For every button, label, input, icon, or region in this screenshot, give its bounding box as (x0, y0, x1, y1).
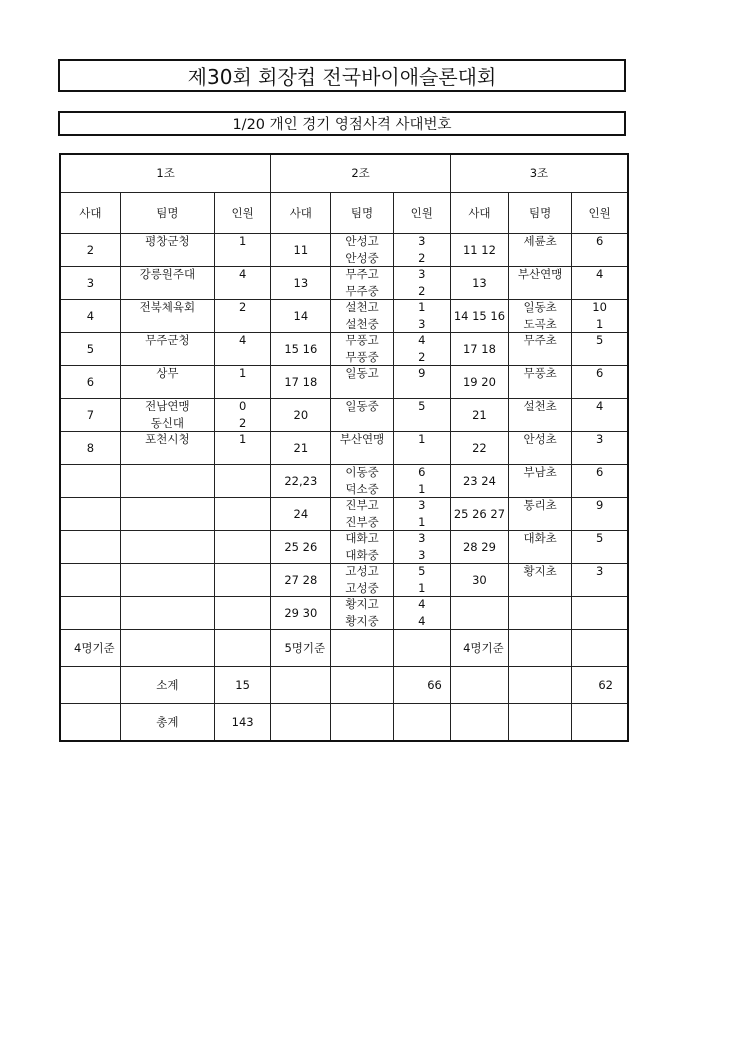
count-cell (215, 564, 271, 597)
group-header-row (60, 154, 628, 193)
count-cell (572, 333, 628, 366)
team-cell (509, 333, 572, 366)
lane-number: 13 (472, 275, 487, 290)
column-header-team: 팀명 (509, 193, 572, 234)
team-cell (120, 597, 214, 630)
team-count: 2 (418, 284, 426, 298)
team-name: 평창군청 (145, 234, 190, 248)
lane-cell (60, 300, 120, 333)
team-name: 부산연맹 (339, 432, 385, 446)
count-cell (572, 300, 628, 333)
team-cell (509, 234, 572, 267)
lane-number: 17 18 (284, 374, 318, 389)
team-name: 무풍고 (345, 333, 379, 347)
subtotal-row (60, 667, 628, 704)
team-count: 3 (418, 234, 426, 248)
lane-number: 29 30 (284, 605, 318, 620)
team-name: 전북체육회 (139, 300, 196, 314)
count-cell (215, 432, 271, 465)
team-cell (331, 498, 393, 531)
count-cell (572, 465, 628, 498)
count-cell (572, 399, 628, 432)
team-count: 0 (238, 399, 247, 413)
team-name: 대화고 (345, 531, 379, 545)
team-count: 1 (418, 432, 426, 446)
count-cell (393, 597, 450, 630)
team-cell (331, 366, 393, 399)
team-count: 1 (595, 317, 604, 331)
table-row (60, 564, 628, 597)
total-row (60, 704, 628, 742)
lane-number: 24 (293, 506, 309, 521)
team-count: 1 (238, 432, 247, 446)
team-cell (120, 399, 214, 432)
team-name: 안성고 (345, 234, 379, 248)
criteria-text: 4명기준 (463, 640, 504, 655)
team-count: 1 (418, 515, 426, 529)
count-cell (572, 432, 628, 465)
team-name: 황지초 (523, 564, 557, 578)
team-name: 무주고 (345, 267, 379, 281)
lane-number: 28 29 (462, 539, 496, 554)
team-count: 1 (418, 581, 426, 595)
count-cell (393, 234, 450, 267)
lane-cell (450, 465, 508, 498)
team-count: 3 (418, 267, 426, 281)
team-cell (509, 498, 572, 531)
team-name: 이동중 (345, 465, 379, 479)
team-name: 대화중 (345, 548, 379, 562)
lane-number: 15 16 (284, 341, 318, 356)
subtotal-g3: 62 (572, 667, 628, 704)
team-cell (120, 267, 214, 300)
team-cell (331, 267, 393, 300)
team-count: 2 (238, 416, 247, 430)
subtotal-g2: 66 (393, 667, 450, 704)
team-cell (509, 300, 572, 333)
criteria-text: 4명기준 (74, 640, 115, 655)
lane-cell (60, 432, 120, 465)
count-cell (393, 531, 450, 564)
lane-number: 3 (86, 275, 95, 290)
team-count: 4 (418, 333, 426, 347)
team-cell (331, 465, 393, 498)
team-count: 3 (595, 432, 604, 446)
team-name: 황지중 (345, 614, 379, 628)
column-header-row (60, 193, 628, 234)
column-header-count: 인원 (393, 193, 450, 234)
team-cell (509, 597, 572, 630)
count-cell (393, 432, 450, 465)
lane-number: 17 18 (462, 341, 496, 356)
team-name: 고성중 (345, 581, 379, 595)
count-cell (393, 366, 450, 399)
count-cell (215, 399, 271, 432)
lane-number: 6 (86, 374, 95, 389)
team-name: 고성고 (345, 564, 379, 578)
team-cell (331, 564, 393, 597)
lane-number: 5 (86, 341, 95, 356)
team-name: 세륜초 (523, 234, 557, 248)
table-row (60, 432, 628, 465)
team-name: 무주군청 (145, 333, 190, 347)
team-name: 설천고 (345, 300, 379, 314)
table-row (60, 465, 628, 498)
lane-cell (271, 498, 331, 531)
team-cell (331, 300, 393, 333)
team-count: 1 (418, 300, 426, 314)
count-cell (572, 564, 628, 597)
team-name: 대화초 (523, 531, 557, 545)
lane-cell (450, 333, 508, 366)
lane-number: 22 (472, 440, 487, 455)
table-row (60, 498, 628, 531)
lane-cell (450, 267, 508, 300)
team-name: 부산연맹 (517, 267, 563, 281)
criteria-g3 (450, 630, 508, 667)
team-name: 안성초 (523, 432, 557, 446)
team-count: 2 (238, 300, 247, 314)
lane-number: 2 (86, 242, 95, 257)
lane-cell (271, 333, 331, 366)
lane-number: 21 (293, 440, 309, 455)
lane-number: 20 (293, 407, 309, 422)
count-cell (215, 366, 271, 399)
team-cell (331, 399, 393, 432)
lane-cell (60, 465, 120, 498)
table-row (60, 234, 628, 267)
team-cell (509, 531, 572, 564)
team-cell (509, 267, 572, 300)
lane-cell (271, 432, 331, 465)
count-cell (572, 498, 628, 531)
table-row (60, 267, 628, 300)
count-cell (215, 597, 271, 630)
team-name: 동신대 (150, 416, 185, 430)
group-header: 1조 (60, 154, 271, 193)
team-name: 진부고 (345, 498, 379, 512)
team-cell (331, 333, 393, 366)
count-cell (572, 234, 628, 267)
criteria-row (60, 630, 628, 667)
team-count: 3 (595, 564, 604, 578)
lane-cell (271, 300, 331, 333)
team-name: 설천중 (345, 317, 379, 331)
lane-number: 30 (472, 572, 487, 587)
count-cell (572, 267, 628, 300)
team-name: 무주중 (345, 284, 379, 298)
team-cell (120, 234, 214, 267)
team-cell (331, 531, 393, 564)
team-name: 무주초 (523, 333, 557, 347)
team-cell (509, 432, 572, 465)
team-cell (331, 432, 393, 465)
lane-cell (450, 564, 508, 597)
table-row (60, 300, 628, 333)
count-cell (215, 234, 271, 267)
team-cell (509, 465, 572, 498)
total-value: 143 (215, 704, 271, 742)
lane-number: 19 20 (462, 374, 496, 389)
group-header: 2조 (271, 154, 451, 193)
team-name: 통리초 (523, 498, 557, 512)
lane-cell (450, 531, 508, 564)
column-header-lane: 사대 (271, 193, 331, 234)
total-label: 총계 (120, 704, 214, 742)
lane-number: 14 15 16 (453, 308, 506, 323)
team-name: 무풍중 (345, 350, 379, 364)
count-cell (393, 300, 450, 333)
column-header-count: 인원 (572, 193, 628, 234)
lane-cell (60, 399, 120, 432)
lane-cell (450, 300, 508, 333)
team-count: 6 (595, 234, 604, 248)
lane-cell (271, 366, 331, 399)
column-header-lane: 사대 (450, 193, 508, 234)
criteria-g2 (271, 630, 331, 667)
lane-number: 25 26 (284, 539, 318, 554)
lane-cell (60, 333, 120, 366)
lane-cell (60, 498, 120, 531)
lane-number: 23 24 (462, 473, 496, 488)
team-cell (120, 366, 214, 399)
count-cell (393, 399, 450, 432)
team-count: 1 (418, 482, 426, 496)
criteria-g1 (60, 630, 120, 667)
team-name: 덕소중 (345, 482, 379, 496)
lane-number: 25 26 27 (453, 506, 506, 521)
team-name: 전남연맹 (145, 399, 190, 413)
lane-cell (450, 432, 508, 465)
lane-number: 7 (86, 407, 95, 422)
count-cell (393, 465, 450, 498)
team-count: 3 (418, 531, 426, 545)
table-row (60, 366, 628, 399)
team-cell (509, 399, 572, 432)
count-cell (393, 267, 450, 300)
criteria-text: 5명기준 (284, 640, 326, 655)
team-count: 1 (238, 234, 247, 248)
page-title-text: 제30회 회장컵 전국바이애슬론대회 (187, 65, 497, 89)
lane-number: 14 (293, 308, 309, 323)
team-name: 무풍초 (523, 366, 557, 380)
team-cell (331, 234, 393, 267)
team-cell (120, 300, 214, 333)
subtotal-g1: 15 (215, 667, 271, 704)
team-count: 3 (418, 498, 426, 512)
team-name: 설천초 (523, 399, 557, 413)
lane-number: 27 28 (284, 572, 318, 587)
group-header: 3조 (450, 154, 628, 193)
team-name: 진부중 (345, 515, 379, 529)
lane-number: 22,23 (284, 473, 318, 488)
page-subtitle (58, 111, 626, 136)
team-cell (120, 531, 214, 564)
team-cell (509, 366, 572, 399)
team-name: 일동초 (523, 300, 557, 314)
lane-number: 13 (293, 275, 309, 290)
team-name: 일동중 (345, 399, 379, 413)
table-row (60, 597, 628, 630)
team-name: 포천시청 (145, 432, 190, 446)
lane-cell (450, 399, 508, 432)
team-name: 부남초 (523, 465, 557, 479)
lane-cell (450, 366, 508, 399)
lane-cell (450, 498, 508, 531)
page-subtitle-text: 1/20 개인 경기 영점사격 사대번호 (232, 117, 452, 133)
lane-cell (271, 531, 331, 564)
team-count: 2 (418, 350, 426, 364)
team-count: 3 (418, 317, 426, 331)
table-row (60, 531, 628, 564)
column-header-count: 인원 (215, 193, 271, 234)
lane-cell (450, 597, 508, 630)
team-count: 10 (592, 300, 607, 314)
count-cell (215, 333, 271, 366)
table-row (60, 333, 628, 366)
team-count: 5 (595, 531, 604, 545)
page-title (58, 59, 626, 92)
column-header-team: 팀명 (120, 193, 214, 234)
team-count: 5 (595, 333, 604, 347)
team-cell (120, 564, 214, 597)
count-cell (215, 465, 271, 498)
lane-cell (60, 366, 120, 399)
team-name: 강릉원주대 (139, 267, 196, 281)
lane-number: 11 (293, 242, 309, 257)
team-count: 4 (418, 614, 426, 628)
lane-cell (271, 465, 331, 498)
team-count: 4 (238, 333, 247, 347)
lane-cell (60, 564, 120, 597)
table-row (60, 399, 628, 432)
team-count: 4 (595, 267, 604, 281)
team-count: 4 (418, 597, 426, 611)
count-cell (393, 564, 450, 597)
lane-cell (271, 597, 331, 630)
team-count: 5 (418, 399, 426, 413)
team-name: 일동고 (345, 366, 379, 380)
lane-cell (60, 234, 120, 267)
count-cell (215, 267, 271, 300)
team-count: 1 (238, 366, 247, 380)
team-count: 6 (595, 465, 604, 479)
lane-cell (60, 597, 120, 630)
lane-cell (271, 399, 331, 432)
team-name: 상무 (156, 366, 179, 380)
count-cell (215, 498, 271, 531)
team-cell (331, 597, 393, 630)
team-cell (120, 333, 214, 366)
team-count: 9 (418, 366, 426, 380)
count-cell (572, 531, 628, 564)
team-cell (120, 432, 214, 465)
count-cell (215, 531, 271, 564)
lane-cell (450, 234, 508, 267)
team-count: 5 (418, 564, 426, 578)
team-count: 2 (418, 251, 426, 265)
team-cell (120, 465, 214, 498)
table-body (60, 234, 628, 630)
team-name: 안성중 (345, 251, 379, 265)
column-header-lane: 사대 (60, 193, 120, 234)
count-cell (215, 300, 271, 333)
column-header-team: 팀명 (331, 193, 393, 234)
team-name: 도곡초 (523, 317, 557, 331)
team-count: 9 (595, 498, 604, 512)
lane-cell (271, 234, 331, 267)
team-name: 황지고 (345, 597, 379, 611)
lane-number: 11 12 (462, 242, 496, 257)
count-cell (572, 366, 628, 399)
team-count: 3 (418, 548, 426, 562)
team-count: 4 (595, 399, 604, 413)
team-count: 4 (238, 267, 247, 281)
team-count: 6 (595, 366, 604, 380)
lane-cell (271, 564, 331, 597)
count-cell (393, 333, 450, 366)
lane-cell (60, 267, 120, 300)
team-count: 6 (418, 465, 426, 479)
lane-cell (60, 531, 120, 564)
count-cell (393, 498, 450, 531)
team-cell (509, 564, 572, 597)
count-cell (572, 597, 628, 630)
lane-assignment-table (59, 153, 629, 742)
lane-number: 8 (86, 440, 95, 455)
subtotal-label: 소계 (120, 667, 214, 704)
lane-number: 4 (86, 308, 95, 323)
lane-number: 21 (472, 407, 487, 422)
team-cell (120, 498, 214, 531)
lane-cell (271, 267, 331, 300)
